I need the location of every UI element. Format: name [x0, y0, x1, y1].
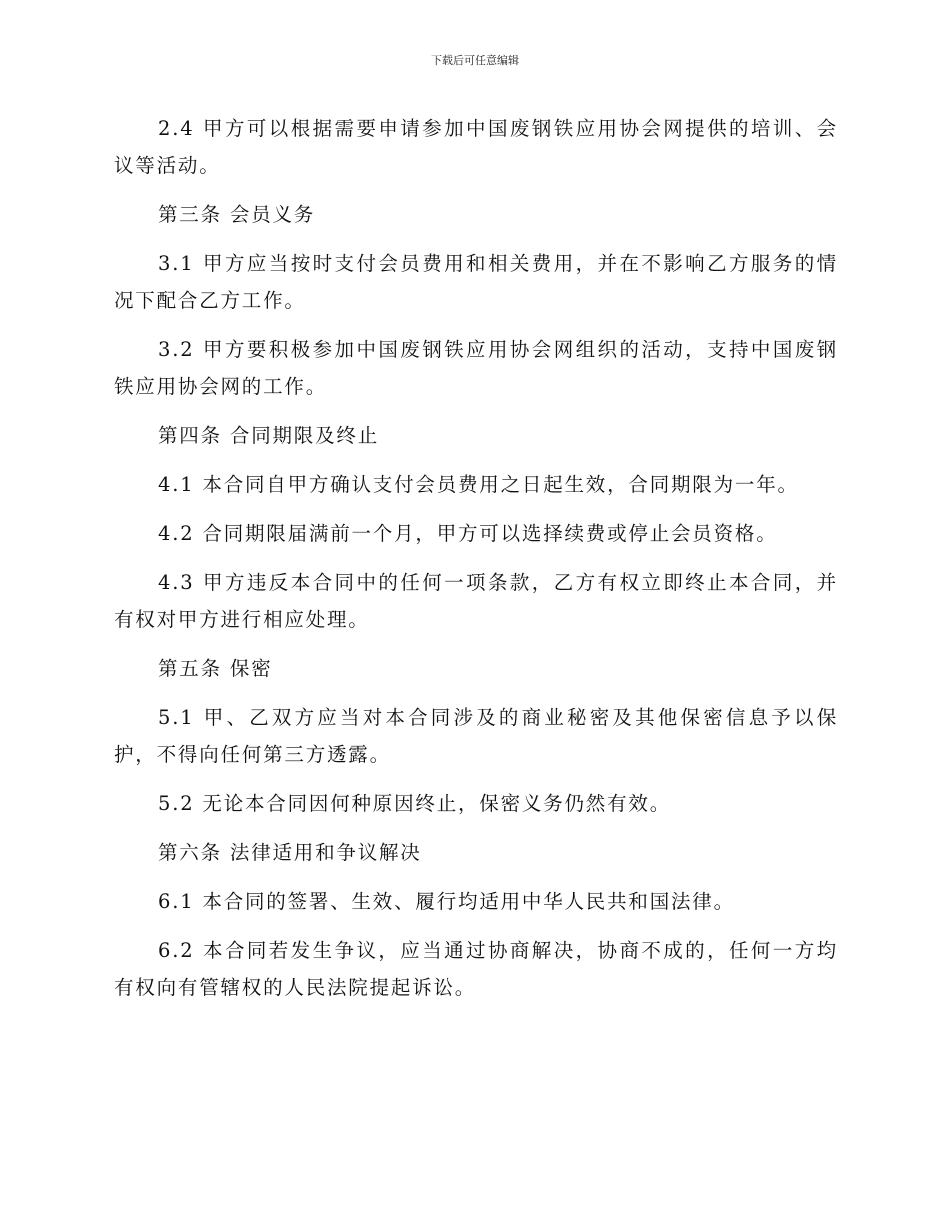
clause-6-2: 6.2 本合同若发生争议，应当通过协商解决，协商不成的，任何一方均有权向有管辖权的人民法院提起诉讼。	[114, 939, 838, 999]
clause-2-4: 2.4 甲方可以根据需要申请参加中国废钢铁应用协会网提供的培训、会议等活动。	[114, 117, 838, 177]
clause-4-3: 4.3 甲方违反本合同中的任何一项条款，乙方有权立即终止本合同，并有权对甲方进行相应处理。	[114, 571, 838, 631]
page-header: 下载后可任意编辑	[431, 54, 519, 67]
article-6-heading: 第六条 法律适用和争议解决	[158, 841, 422, 864]
clause-5-2: 5.2 无论本合同因何种原因终止，保密义务仍然有效。	[158, 792, 672, 815]
clause-3-1: 3.1 甲方应当按时支付会员费用和相关费用，并在不影响乙方服务的情况下配合乙方工作。	[114, 252, 838, 312]
clause-6-1: 6.1 本合同的签署、生效、履行均适用中华人民共和国法律。	[158, 890, 735, 913]
clause-4-2: 4.2 合同期限届满前一个月，甲方可以选择续费或停止会员资格。	[158, 522, 778, 545]
clause-5-1: 5.1 甲、乙双方应当对本合同涉及的商业秘密及其他保密信息予以保护，不得向任何第三方透露。	[114, 706, 838, 766]
article-3-heading: 第三条 会员义务	[158, 203, 316, 226]
clause-4-1: 4.1 本合同自甲方确认支付会员费用之日起生效，合同期限为一年。	[158, 473, 799, 496]
article-4-heading: 第四条 合同期限及终止	[158, 424, 379, 447]
article-5-heading: 第五条 保密	[158, 657, 273, 680]
document-body	[114, 110, 838, 1006]
clause-3-2: 3.2 甲方要积极参加中国废钢铁应用协会网组织的活动，支持中国废钢铁应用协会网的工作。	[114, 338, 838, 398]
